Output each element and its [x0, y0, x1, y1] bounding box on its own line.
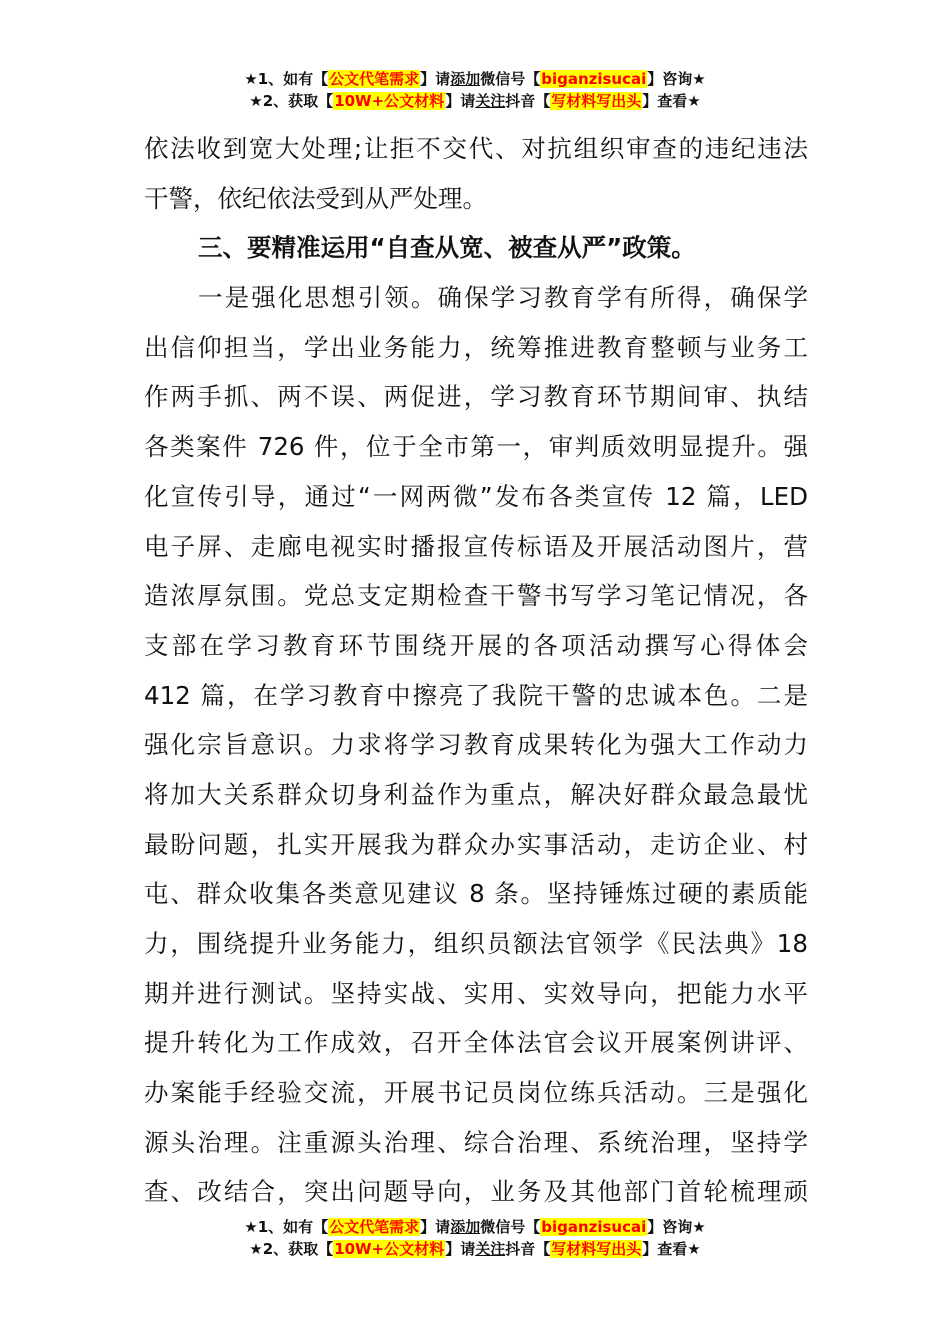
- body-line: 将加大关系群众切身利益作为重点，解决好群众最急最忧: [144, 779, 808, 809]
- promo-text: ★1、如有【: [244, 1218, 329, 1236]
- body-line: 依法收到宽大处理;让拒不交代、对抗组织审查的违纪违法: [144, 134, 808, 163]
- body-line: 造浓厚氛围。党总支定期检查干警书写学习笔记情况，各: [144, 581, 808, 611]
- promo-highlight: 公文代笔需求: [329, 70, 420, 88]
- promo-text: 】请: [420, 1218, 451, 1236]
- promo-douyin-id: 写材料写出头: [551, 1240, 642, 1258]
- promo-underline: 添加: [450, 1218, 481, 1236]
- promo-underline: 关注: [475, 92, 506, 110]
- body-line: 期并进行测试。坚持实战、实用、实效导向，把能力水平: [144, 978, 808, 1008]
- body-line: 办案能手经验交流，开展书记员岗位练兵活动。三是强化: [144, 1078, 808, 1108]
- paragraph-first-line: 一是强化思想引领。确保学习教育学有所得，确保学: [198, 283, 808, 313]
- section-heading: 三、要精准运用“自查从宽、被查从严”政策。: [198, 233, 696, 263]
- promo-text: 微信号【: [480, 70, 541, 88]
- promo-line-2: [0, 90, 950, 112]
- body-line: 作两手抓、两不误、两促进，学习教育环节期间审、执结: [144, 382, 808, 412]
- promo-text: 微信号【: [480, 1218, 541, 1236]
- promo-header: [0, 68, 950, 112]
- body-line: 强化宗旨意识。力求将学习教育成果转化为强大工作动力: [144, 730, 808, 760]
- promo-line-1: [0, 68, 950, 90]
- promo-line-2: [0, 1238, 950, 1260]
- promo-line-1: [0, 1216, 950, 1238]
- promo-footer: [0, 1216, 950, 1260]
- promo-douyin-id: 写材料写出头: [551, 92, 642, 110]
- body-line: 化宣传引导，通过“一网两微”发布各类宣传 12 篇，LED: [144, 481, 808, 511]
- promo-text: 】请: [445, 92, 476, 110]
- body-line: 源头治理。注重源头治理、综合治理、系统治理，坚持学: [144, 1127, 808, 1157]
- promo-wechat-id: biganzisucai: [541, 1218, 647, 1236]
- promo-underline: 关注: [475, 1240, 506, 1258]
- promo-text: 抖音【: [505, 92, 551, 110]
- body-line: 查、改结合，突出问题导向，业务及其他部门首轮梳理顽: [144, 1177, 808, 1207]
- promo-underline: 添加: [450, 70, 481, 88]
- body-line: 干警，依纪依法受到从严处理。: [144, 183, 487, 213]
- document-body: [144, 124, 808, 1217]
- promo-highlight: 10W+公文材料: [334, 1240, 445, 1258]
- promo-text: 】咨询★: [647, 70, 706, 88]
- promo-text: ★1、如有【: [244, 70, 329, 88]
- promo-text: ★2、获取【: [249, 92, 334, 110]
- body-line: 提升转化为工作成效，召开全体法官会议开展案例讲评、: [144, 1028, 808, 1058]
- body-line: 力，围绕提升业务能力，组织员额法官领学《民法典》18: [144, 929, 808, 958]
- body-line: 电子屏、走廊电视实时播报宣传标语及开展活动图片，营: [144, 531, 808, 561]
- body-line: 支部在学习教育环节围绕开展的各项活动撰写心得体会: [144, 630, 808, 660]
- promo-text: 】请: [445, 1240, 476, 1258]
- promo-text: ★2、获取【: [249, 1240, 334, 1258]
- body-line: 屯、群众收集各类意见建议 8 条。坚持锤炼过硬的素质能: [144, 879, 808, 909]
- body-line: 412 篇，在学习教育中擦亮了我院干警的忠诚本色。二是: [144, 680, 808, 710]
- promo-highlight: 公文代笔需求: [329, 1218, 420, 1236]
- body-line: 各类案件 726 件，位于全市第一，审判质效明显提升。强: [144, 432, 808, 462]
- promo-text: 】查看★: [642, 92, 701, 110]
- promo-text: 】查看★: [642, 1240, 701, 1258]
- promo-text: 抖音【: [505, 1240, 551, 1258]
- promo-text: 】请: [420, 70, 451, 88]
- body-line: 最盼问题，扎实开展我为群众办实事活动，走访企业、村: [144, 829, 808, 859]
- body-line: 出信仰担当，学出业务能力，统筹推进教育整顿与业务工: [144, 332, 808, 362]
- promo-highlight: 10W+公文材料: [334, 92, 445, 110]
- promo-text: 】咨询★: [647, 1218, 706, 1236]
- promo-wechat-id: biganzisucai: [541, 70, 647, 88]
